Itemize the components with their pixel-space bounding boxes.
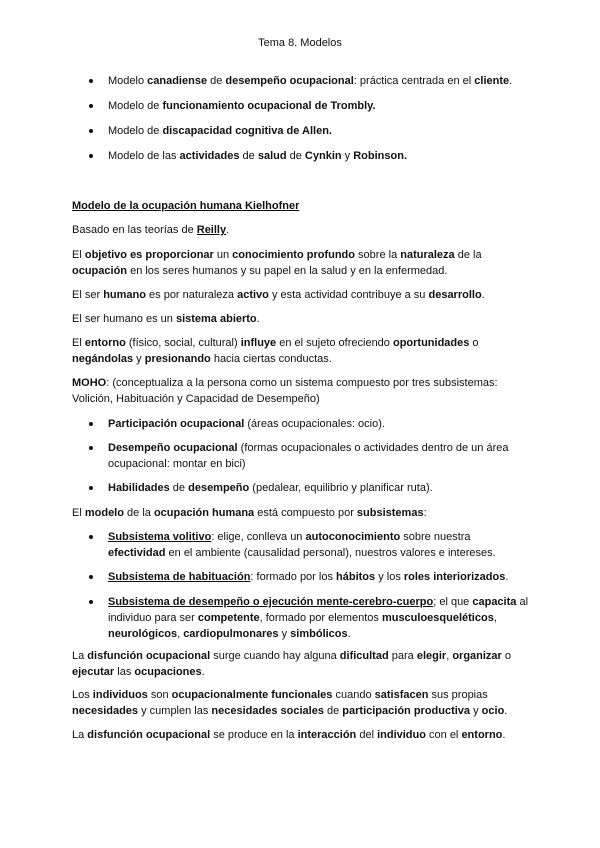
text-run: neurológicos: [108, 628, 178, 640]
bullet-dot: [89, 154, 93, 158]
text-run: de: [207, 75, 226, 87]
text-run: individuos: [92, 689, 148, 701]
bullet-dot: [89, 600, 93, 604]
text-run: (áreas ocupacionales: ocio).: [244, 418, 385, 430]
text-run: discapacidad cognitiva de Allen.: [162, 125, 332, 137]
text-run: en el ambiente (causalidad personal), nuestros valores e intereses.: [165, 547, 496, 559]
text-run: de: [169, 482, 189, 494]
paragraph-sistema-abierto: [72, 311, 528, 327]
text-run: en el sujeto ofreciendo: [276, 337, 393, 349]
bullet-dot: [89, 422, 93, 426]
text-run: modelo: [84, 507, 124, 519]
bullet-dot: [89, 446, 93, 450]
text-run: .: [509, 75, 513, 87]
text-run: y esta actividad contribuye a su: [268, 289, 429, 301]
paragraph-individuos: [72, 687, 528, 719]
text-run: se produce en la: [210, 729, 298, 741]
text-run: disfunción ocupacional: [87, 729, 211, 741]
text-run: salud: [257, 150, 287, 162]
text-run: y: [470, 705, 482, 717]
text-run: cliente: [474, 75, 510, 87]
model-item-allen: [108, 123, 528, 139]
text-run: Cynkin: [304, 150, 342, 162]
text-run: actividades: [179, 150, 240, 162]
page-title: Tema 8. Modelos: [258, 37, 342, 49]
text-run: roles interiorizados: [403, 571, 506, 583]
text-run: :: [423, 507, 427, 519]
paragraph-entorno: [72, 335, 528, 367]
text-run: oportunidades: [392, 337, 470, 349]
text-run: El: [72, 507, 85, 519]
text-run: de: [323, 705, 343, 717]
text-run: individuo: [377, 729, 426, 741]
text-run: son: [147, 689, 172, 701]
text-run: organizar: [452, 650, 502, 662]
text-run: .: [201, 666, 205, 678]
text-run: en los seres humanos y su papel en la salud y en la enfermedad.: [127, 265, 448, 277]
text-run: cardiopulmonares: [183, 628, 279, 640]
text-run: .: [504, 705, 508, 717]
text-run: de la: [454, 249, 482, 261]
text-run: y: [341, 150, 354, 162]
text-run: sistema abierto: [175, 313, 257, 325]
text-run: El ser humano es un: [72, 313, 176, 325]
paragraph-moho: [72, 375, 528, 407]
text-run: conocimiento profundo: [232, 249, 355, 261]
paragraph-objetivo: [72, 247, 528, 279]
text-run: Modelo de: [108, 100, 163, 112]
text-run: participación productiva: [342, 705, 471, 717]
text-run: autoconocimiento: [305, 531, 401, 543]
text-run: (pedalear, equilibrio y planificar ruta).: [249, 482, 433, 494]
text-run: hacia ciertas conductas.: [210, 353, 332, 365]
bullet-dot: [89, 79, 93, 83]
text-run: surge cuando hay alguna: [210, 650, 340, 662]
text-run: presionando: [144, 353, 211, 365]
paragraph-modelo: [72, 505, 528, 521]
model-item-canadiense: [108, 73, 528, 89]
text-run: de la: [123, 507, 154, 519]
text-run: : práctica centrada en el: [353, 75, 475, 87]
text-run: El: [72, 249, 85, 261]
text-run: negándolas: [72, 353, 134, 365]
text-run: .: [347, 628, 351, 640]
text-run: sus propias: [428, 689, 488, 701]
text-run: Robinson.: [353, 150, 408, 162]
text-run: ocio: [481, 705, 505, 717]
subsystem-desempeno: [108, 594, 528, 642]
paragraph-disfuncion-surge: [72, 648, 528, 680]
bullet-dot: [89, 535, 93, 539]
text-run: Habilidades: [108, 482, 170, 494]
text-run: Subsistema volitivo: [108, 531, 212, 543]
text-run: MOHO: [72, 377, 107, 389]
text-run: un: [213, 249, 233, 261]
text-run: capacita: [472, 596, 517, 608]
text-run: .: [226, 224, 230, 236]
text-run: y: [133, 353, 145, 365]
text-run: El: [72, 337, 85, 349]
model-item-cynkin: [108, 148, 528, 164]
text-run: desarrollo: [428, 289, 482, 301]
text-run: simbólicos: [290, 628, 348, 640]
text-run: sobre nuestra: [400, 531, 471, 543]
bullet-dot: [89, 129, 93, 133]
paragraph-basado: [72, 222, 528, 238]
text-run: con el: [425, 729, 462, 741]
text-run: competente: [197, 612, 260, 624]
text-run: y los: [375, 571, 404, 583]
text-run: El ser: [72, 289, 104, 301]
text-run: necesidades: [72, 705, 139, 717]
bullet-dot: [89, 104, 93, 108]
text-run: La: [72, 650, 88, 662]
text-run: canadiense: [147, 75, 208, 87]
text-run: necesidades sociales: [211, 705, 324, 717]
text-run: o: [501, 650, 512, 662]
text-run: entorno: [84, 337, 126, 349]
text-run: ; el que: [433, 596, 473, 608]
text-run: influye: [240, 337, 277, 349]
text-run: dificultad: [339, 650, 389, 662]
text-run: es por naturaleza: [145, 289, 238, 301]
text-run: Subsistema de desempeño o ejecución mente-cerebro-cuerpo: [108, 596, 434, 608]
text-run: y cumplen las: [138, 705, 212, 717]
subsystem-habituacion: [108, 569, 528, 585]
text-run: naturaleza: [400, 249, 455, 261]
text-run: para: [388, 650, 417, 662]
text-run: desempeño ocupacional: [225, 75, 354, 87]
text-run: ocupación: [72, 265, 128, 277]
moho-item-participacion: [108, 416, 528, 432]
text-run: Los: [72, 689, 93, 701]
model-item-trombly: [108, 98, 528, 114]
text-run: de: [239, 150, 258, 162]
subsystem-volitivo: [108, 529, 528, 561]
text-run: Modelo: [108, 75, 148, 87]
text-run: y: [278, 628, 291, 640]
text-run: ocupación humana: [153, 507, 255, 519]
section-heading: Modelo de la ocupación humana Kielhofner: [72, 200, 300, 212]
text-run: : elige, conlleva un: [211, 531, 306, 543]
paragraph-disfuncion-interaccion: [72, 727, 528, 743]
bullet-dot: [89, 575, 93, 579]
text-run: (físico, social, cultural): [125, 337, 241, 349]
text-run: Participación ocupacional: [108, 418, 245, 430]
text-run: Modelo de las: [108, 150, 180, 162]
text-run: funcionamiento ocupacional de Trombly.: [162, 100, 376, 112]
text-run: cuando: [332, 689, 375, 701]
text-run: las: [114, 666, 135, 678]
paragraph-ser-humano: [72, 287, 528, 303]
text-run: ,: [493, 612, 497, 624]
text-run: humano: [103, 289, 146, 301]
text-run: hábitos: [336, 571, 376, 583]
text-run: activo: [237, 289, 269, 301]
text-run: , formado por elementos: [259, 612, 382, 624]
text-run: : formado por los: [250, 571, 337, 583]
text-run: Reilly: [196, 224, 227, 236]
text-run: .: [481, 289, 485, 301]
moho-item-desempeno: [108, 440, 528, 472]
text-run: satisfacen: [374, 689, 429, 701]
text-run: Basado en las teorías de: [72, 224, 197, 236]
text-run: de: [286, 150, 305, 162]
text-run: Modelo de: [108, 125, 163, 137]
text-run: desempeño: [188, 482, 250, 494]
text-run: sobre la: [355, 249, 401, 261]
text-run: interacción: [297, 729, 357, 741]
text-run: ocupacionalmente funcionales: [171, 689, 333, 701]
text-run: disfunción ocupacional: [87, 650, 211, 662]
text-run: al individuo para ser: [108, 596, 529, 624]
text-run: objetivo es proporcionar: [84, 249, 214, 261]
text-run: (formas ocupacionales o actividades dentro de un área ocupacional: montar en bici): [108, 442, 509, 470]
text-run: ,: [446, 650, 453, 662]
text-run: está compuesto por: [254, 507, 357, 519]
text-run: musculoesqueléticos: [381, 612, 494, 624]
text-run: La: [72, 729, 88, 741]
text-run: o: [469, 337, 479, 349]
text-run: : (conceptualiza a la persona como un sistema compuesto por tres subsistemas: Volición, Habituación y Capacidad de Desempeño): [72, 377, 498, 405]
text-run: Subsistema de habituación: [108, 571, 251, 583]
bullet-dot: [89, 486, 93, 490]
text-run: .: [502, 729, 506, 741]
text-run: .: [505, 571, 509, 583]
text-run: subsistemas: [356, 507, 424, 519]
text-run: entorno: [461, 729, 503, 741]
text-run: ,: [177, 628, 184, 640]
text-run: Desempeño ocupacional: [108, 442, 238, 454]
text-run: efectividad: [108, 547, 166, 559]
moho-item-habilidades: [108, 480, 528, 496]
text-run: .: [256, 313, 260, 325]
text-run: ocupaciones: [134, 666, 202, 678]
text-run: del: [356, 729, 378, 741]
text-run: elegir: [416, 650, 447, 662]
text-run: ejecutar: [72, 666, 115, 678]
